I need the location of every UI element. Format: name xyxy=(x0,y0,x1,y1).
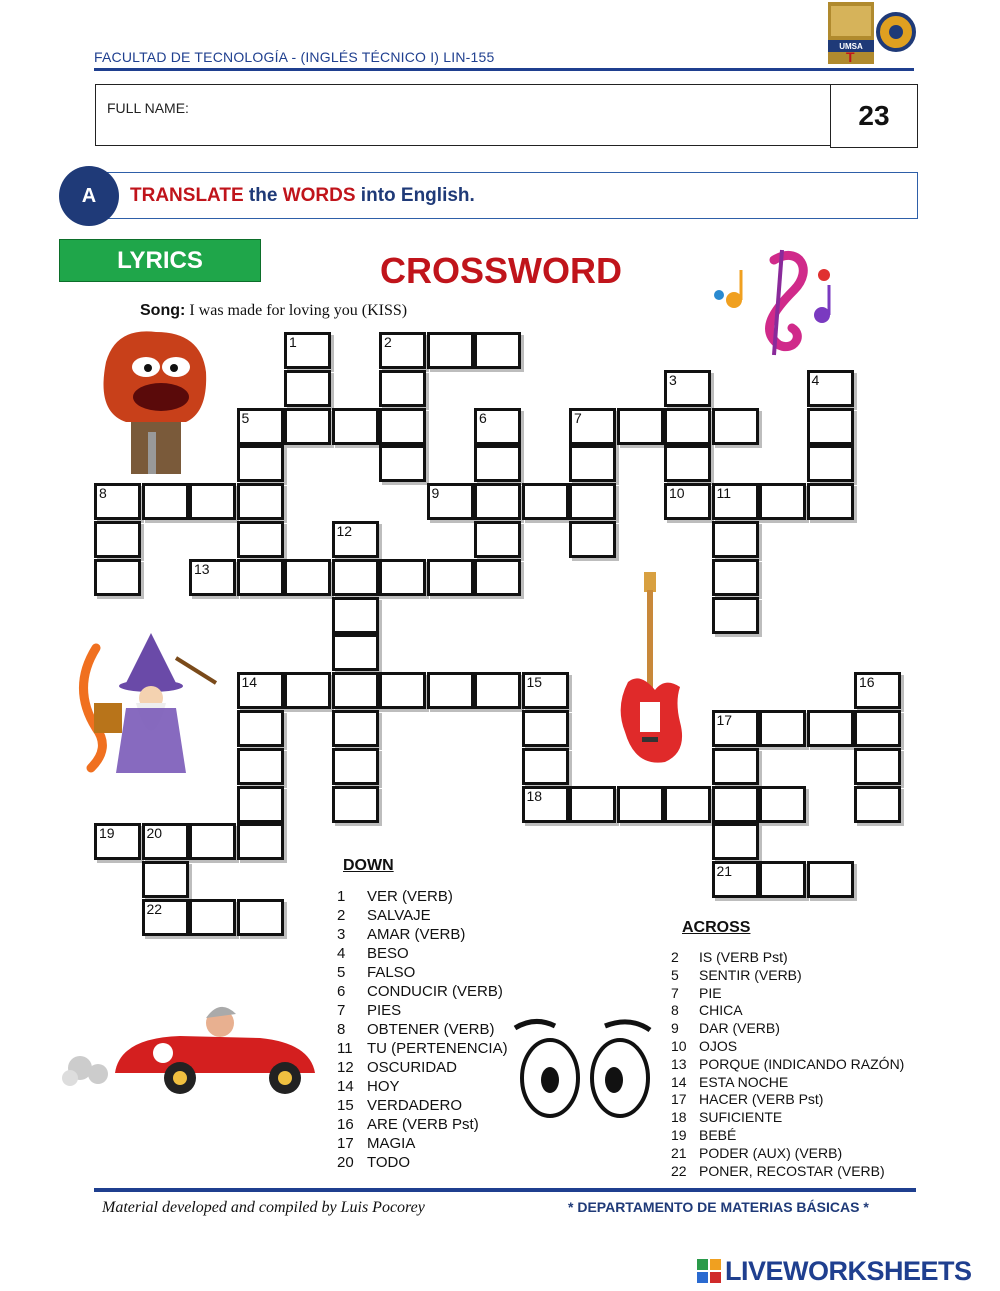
crossword-cell[interactable] xyxy=(664,786,711,823)
across-clue-text: PONER, RECOSTAR (VERB) xyxy=(699,1162,885,1179)
down-clue-text: OBTENER (VERB) xyxy=(367,1021,495,1038)
crossword-clue-number: 5 xyxy=(241,409,250,426)
song-title: I was made for loving you (KISS) xyxy=(185,302,408,319)
crossword-cell[interactable] xyxy=(854,786,901,823)
crossword-cell[interactable] xyxy=(189,899,236,936)
across-clue-item xyxy=(671,1002,743,1018)
liveworksheets-icon xyxy=(697,1259,721,1283)
crossword-cell[interactable] xyxy=(854,748,901,785)
crossword-cell[interactable] xyxy=(332,786,379,823)
across-clue-text: IS (VERB Pst) xyxy=(699,949,788,965)
down-clue-text: VER (VERB) xyxy=(367,888,453,905)
down-clue-text: TODO xyxy=(367,1154,411,1171)
down-clue-number: 16 xyxy=(337,1116,354,1133)
crossword-cell[interactable] xyxy=(237,899,284,936)
down-clue-item xyxy=(337,1097,462,1114)
crossword-cell[interactable] xyxy=(237,559,284,596)
crossword-clue-number: 15 xyxy=(526,674,543,691)
crossword-cell[interactable] xyxy=(759,710,806,747)
crossword-cell[interactable] xyxy=(189,823,236,860)
crossword-cell[interactable] xyxy=(379,672,426,709)
crossword-cell[interactable] xyxy=(237,786,284,823)
down-clue-item xyxy=(337,1078,400,1095)
down-clue-number: 14 xyxy=(337,1078,354,1095)
crossword-cell[interactable] xyxy=(569,483,616,520)
crossword-cell[interactable] xyxy=(854,710,901,747)
crossword-cell[interactable] xyxy=(759,861,806,898)
lyrics-badge: LYRICS xyxy=(59,239,261,282)
across-clue-text: PODER (AUX) (VERB) xyxy=(699,1144,843,1161)
down-clue-item xyxy=(337,926,465,943)
across-clue-text: PIE xyxy=(699,984,722,1001)
crossword-clue-number: 18 xyxy=(526,787,543,804)
crossword-cell[interactable] xyxy=(237,483,284,520)
crossword-cell[interactable] xyxy=(474,445,521,482)
crossword-clue-number: 10 xyxy=(669,485,685,502)
instr-words: WORDS xyxy=(282,185,356,206)
across-clue-text: SENTIR (VERB) xyxy=(699,966,802,983)
crossword-cell[interactable] xyxy=(284,672,331,709)
crossword-cell[interactable] xyxy=(617,786,664,823)
down-clue-item xyxy=(337,1116,479,1133)
crossword-cell[interactable] xyxy=(379,370,426,407)
crossword-clue-number: 2 xyxy=(384,334,392,350)
crossword-cell[interactable] xyxy=(664,408,711,445)
across-clue-number: 19 xyxy=(671,1127,687,1143)
crossword-clue-number: 21 xyxy=(716,863,733,880)
across-clue-item xyxy=(671,949,788,965)
across-clue-item xyxy=(671,1074,788,1090)
across-clue-text: HACER (VERB Pst) xyxy=(699,1091,824,1108)
crossword-cell[interactable] xyxy=(427,559,474,596)
crossword-cell[interactable] xyxy=(522,748,569,785)
across-clue-text: ESTA NOCHE xyxy=(699,1073,789,1090)
instr-rest: into English. xyxy=(355,185,475,206)
across-clues-title: ACROSS xyxy=(682,919,751,936)
song-label: Song: xyxy=(140,302,186,319)
score-box: 23 xyxy=(830,84,918,148)
crossword-cell[interactable] xyxy=(712,521,759,558)
instruction-text xyxy=(130,185,475,207)
crossword-clue-number: 20 xyxy=(146,825,163,842)
down-clue-item xyxy=(337,945,409,962)
crossword-clue-number: 17 xyxy=(716,712,733,728)
across-clue-number: 14 xyxy=(671,1073,687,1090)
crossword-cell[interactable] xyxy=(807,445,854,482)
crossword-cell[interactable] xyxy=(712,823,759,860)
wizard-illustration xyxy=(66,628,226,778)
across-clue-text: BEBÉ xyxy=(699,1127,737,1143)
cartoon-eyes-illustration xyxy=(510,1016,660,1118)
across-clue-text: PORQUE (INDICANDO RAZÓN) xyxy=(699,1055,905,1072)
section-letter-badge: A xyxy=(59,166,119,226)
electric-guitar-illustration xyxy=(610,572,690,772)
crossword-clue-number: 12 xyxy=(336,523,353,539)
crossword-clue-number: 8 xyxy=(99,485,107,502)
crossword-cell[interactable] xyxy=(332,748,379,785)
across-clue-item xyxy=(671,1163,885,1179)
full-name-box[interactable] xyxy=(95,84,831,146)
crossword-clue-number: 14 xyxy=(241,674,258,691)
crossword-cell[interactable] xyxy=(569,786,616,823)
crossword-cell[interactable] xyxy=(237,748,284,785)
liveworksheets-logo xyxy=(697,1257,972,1285)
crossword-cell[interactable] xyxy=(807,408,854,445)
crossword-cell[interactable] xyxy=(379,559,426,596)
song-line xyxy=(140,302,407,320)
crossword-cell[interactable] xyxy=(569,445,616,482)
down-clue-item xyxy=(337,907,431,924)
across-clue-number: 5 xyxy=(671,966,679,983)
svg-text:T: T xyxy=(846,49,855,64)
down-clue-number: 17 xyxy=(337,1135,354,1152)
across-clue-number: 7 xyxy=(671,984,679,1001)
crossword-cell[interactable] xyxy=(759,786,806,823)
crossword-cell[interactable] xyxy=(522,483,569,520)
down-clues-title: DOWN xyxy=(343,857,394,874)
down-clue-number: 6 xyxy=(337,983,346,1000)
across-clue-number: 22 xyxy=(671,1162,687,1179)
crossword-cell[interactable] xyxy=(474,332,521,369)
music-notes-illustration xyxy=(704,240,842,358)
crossword-cell[interactable] xyxy=(332,408,379,445)
page-title: CROSSWORD xyxy=(380,250,622,291)
across-clue-number: 17 xyxy=(671,1091,687,1108)
crossword-clue-number: 7 xyxy=(574,409,582,426)
down-clue-text: CONDUCIR (VERB) xyxy=(367,983,503,1000)
down-clue-number: 3 xyxy=(337,926,346,943)
crossword-cell[interactable] xyxy=(237,710,284,747)
across-clue-item xyxy=(671,1038,737,1054)
across-clue-number: 13 xyxy=(671,1055,687,1072)
down-clue-item xyxy=(337,964,415,981)
crossword-cell[interactable] xyxy=(617,408,664,445)
crossword-cell[interactable] xyxy=(474,521,521,558)
across-clue-number: 2 xyxy=(671,949,679,965)
crossword-clue-number: 9 xyxy=(431,485,440,502)
crossword-cell[interactable] xyxy=(807,483,854,520)
across-clue-text: OJOS xyxy=(699,1038,738,1054)
down-clue-number: 5 xyxy=(337,964,346,981)
across-clue-item xyxy=(671,985,722,1001)
crossword-cell[interactable] xyxy=(284,408,331,445)
down-clue-item xyxy=(337,1135,415,1152)
down-clue-item xyxy=(337,1021,495,1038)
crossword-cell[interactable] xyxy=(94,559,141,596)
down-clue-item xyxy=(337,1040,508,1057)
full-name-label: FULL NAME: xyxy=(107,100,189,116)
across-clue-number: 9 xyxy=(671,1020,679,1037)
crossword-clue-number: 13 xyxy=(194,560,210,577)
liveworksheets-text: LIVEWORKSHEETS xyxy=(725,1255,972,1286)
crossword-cell[interactable] xyxy=(712,408,759,445)
crossword-cell[interactable] xyxy=(807,861,854,898)
down-clue-number: 11 xyxy=(337,1040,353,1057)
down-clue-text: AMAR (VERB) xyxy=(367,926,466,943)
crossword-cell[interactable] xyxy=(237,521,284,558)
crossword-clue-number: 22 xyxy=(146,901,163,917)
down-clue-text: ARE (VERB Pst) xyxy=(367,1116,479,1133)
crossword-clue-number: 6 xyxy=(479,409,487,426)
instr-translate: TRANSLATE xyxy=(130,185,244,206)
down-clue-text: SALVAJE xyxy=(367,907,431,924)
instr-the: the xyxy=(243,185,283,206)
down-clue-text: MAGIA xyxy=(367,1135,416,1152)
down-clue-text: FALSO xyxy=(367,964,416,981)
across-clue-number: 18 xyxy=(671,1109,687,1126)
crossword-cell[interactable] xyxy=(522,710,569,747)
crossword-cell[interactable] xyxy=(142,483,189,520)
across-clue-text: SUFICIENTE xyxy=(699,1109,783,1126)
crossword-cell[interactable] xyxy=(284,559,331,596)
across-clue-item xyxy=(671,1091,823,1107)
down-clue-number: 20 xyxy=(337,1154,354,1171)
faculty-logo xyxy=(828,2,916,64)
down-clue-number: 15 xyxy=(337,1097,354,1114)
crossword-clue-number: 4 xyxy=(811,371,820,388)
crossword-cell[interactable] xyxy=(94,521,141,558)
crossword-cell[interactable] xyxy=(142,861,189,898)
crossword-clue-number: 1 xyxy=(289,334,297,350)
crossword-cell[interactable] xyxy=(189,483,236,520)
down-clue-text: VERDADERO xyxy=(367,1097,463,1114)
crossword-cell[interactable] xyxy=(474,559,521,596)
crossword-cell[interactable] xyxy=(332,597,379,634)
crossword-clue-number: 19 xyxy=(99,825,115,842)
across-clue-item xyxy=(671,1056,904,1072)
down-clue-item xyxy=(337,1002,401,1019)
crossword-cell[interactable] xyxy=(712,597,759,634)
crossword-cell[interactable] xyxy=(759,483,806,520)
footer-department: * DEPARTAMENTO DE MATERIAS BÁSICAS * xyxy=(568,1199,869,1215)
down-clue-item xyxy=(337,983,503,1000)
across-clue-item xyxy=(671,1127,736,1143)
crossword-cell[interactable] xyxy=(332,710,379,747)
down-clue-number: 8 xyxy=(337,1021,346,1038)
across-clue-text: DAR (VERB) xyxy=(699,1020,780,1037)
across-clue-number: 8 xyxy=(671,1002,679,1019)
crossword-cell[interactable] xyxy=(474,483,521,520)
animal-muppet-illustration xyxy=(86,322,226,478)
crossword-clue-number: 16 xyxy=(859,674,875,691)
across-clue-text: CHICA xyxy=(699,1002,743,1019)
down-clue-number: 12 xyxy=(337,1059,354,1076)
down-clue-text: TU (PERTENENCIA) xyxy=(367,1040,508,1057)
crossword-cell[interactable] xyxy=(284,370,331,407)
down-clue-number: 2 xyxy=(337,907,346,924)
crossword-cell[interactable] xyxy=(664,445,711,482)
down-clue-item xyxy=(337,1154,410,1171)
across-clue-number: 10 xyxy=(671,1038,687,1054)
crossword-cell[interactable] xyxy=(379,445,426,482)
header-institution: FACULTAD DE TECNOLOGÍA - (INGLÉS TÉCNICO I) LIN-155 xyxy=(94,49,495,65)
footer-divider xyxy=(94,1188,916,1192)
crossword-cell[interactable] xyxy=(427,332,474,369)
crossword-cell[interactable] xyxy=(332,634,379,671)
crossword-cell[interactable] xyxy=(332,672,379,709)
crossword-cell[interactable] xyxy=(237,823,284,860)
crossword-clue-number: 11 xyxy=(716,485,732,502)
crossword-cell[interactable] xyxy=(807,710,854,747)
crossword-cell[interactable] xyxy=(569,521,616,558)
down-clue-text: HOY xyxy=(367,1078,400,1095)
footer-credit: Material developed and compiled by Luis Pocorey xyxy=(102,1199,425,1216)
across-clue-number: 21 xyxy=(671,1144,687,1161)
down-clue-number: 4 xyxy=(337,945,346,962)
crossword-cell[interactable] xyxy=(332,559,379,596)
down-clue-text: PIES xyxy=(367,1002,402,1019)
down-clue-item xyxy=(337,1059,457,1076)
down-clue-text: BESO xyxy=(367,945,409,962)
crossword-cell[interactable] xyxy=(712,786,759,823)
crossword-cell[interactable] xyxy=(712,748,759,785)
down-clue-item xyxy=(337,888,453,905)
crossword-cell[interactable] xyxy=(237,445,284,482)
down-clue-number: 7 xyxy=(337,1002,346,1019)
crossword-cell[interactable] xyxy=(379,408,426,445)
race-car-illustration xyxy=(60,998,332,1098)
across-clue-item xyxy=(671,1109,782,1125)
crossword-cell[interactable] xyxy=(427,672,474,709)
logo-text: UMSA xyxy=(839,42,863,51)
header-divider xyxy=(94,68,914,71)
down-clue-text: OSCURIDAD xyxy=(367,1059,458,1076)
crossword-clue-number: 3 xyxy=(669,371,677,388)
across-clue-item xyxy=(671,1020,780,1036)
crossword-cell[interactable] xyxy=(712,559,759,596)
crossword-cell[interactable] xyxy=(474,672,521,709)
across-clue-item xyxy=(671,1145,842,1161)
down-clue-number: 1 xyxy=(337,888,346,905)
across-clue-item xyxy=(671,967,802,983)
